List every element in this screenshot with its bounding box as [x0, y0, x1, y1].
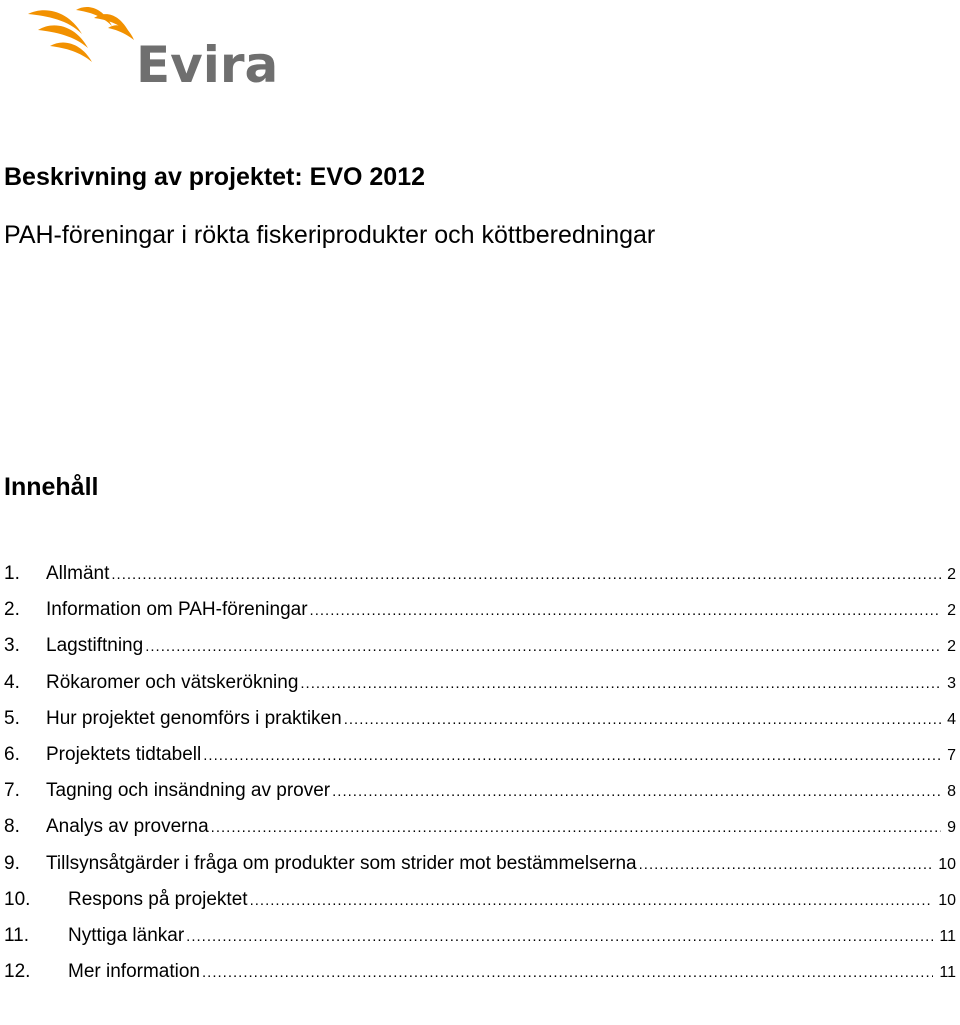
toc-entry-page: 2 — [947, 602, 956, 620]
toc-leader-dots — [310, 593, 942, 629]
toc-entry-title: Respons på projektet — [68, 888, 248, 910]
document-title: Beskrivning av projektet: EVO 2012 — [4, 163, 426, 191]
toc-entry-number: 3. — [4, 635, 20, 657]
toc-entry-page: 11 — [939, 964, 956, 982]
toc-leader-dots — [332, 774, 941, 810]
toc-entry[interactable] — [4, 556, 956, 592]
toc-leader-dots — [344, 702, 941, 738]
toc-entry-title: Rökaromer och vätskerökning — [46, 671, 299, 693]
toc-entry-number: 7. — [4, 780, 20, 802]
toc-entry[interactable] — [4, 846, 956, 882]
toc-leader-dots — [300, 666, 941, 702]
table-of-contents — [4, 556, 956, 990]
toc-entry-page: 11 — [939, 927, 956, 945]
toc-entry-title: Projektets tidtabell — [46, 743, 202, 765]
document-subtitle: PAH-föreningar i rökta fiskeriprodukter och köttberedningar — [4, 221, 656, 249]
toc-entry-number: 12. — [4, 961, 31, 983]
evira-logo — [24, 4, 286, 88]
toc-entry-page: 10 — [938, 891, 956, 909]
toc-leader-dots — [186, 919, 933, 955]
toc-leader-dots — [211, 810, 941, 846]
toc-entry-number: 11. — [4, 924, 30, 946]
toc-entry-page: 9 — [947, 819, 956, 837]
toc-heading: Innehåll — [4, 473, 99, 501]
toc-entry-number: 6. — [4, 743, 20, 765]
toc-entry-page: 8 — [947, 783, 956, 801]
toc-entry[interactable] — [4, 809, 956, 845]
toc-leader-dots — [250, 883, 933, 919]
toc-entry[interactable] — [4, 954, 956, 990]
toc-entry-number: 2. — [4, 599, 20, 621]
toc-entry-number: 5. — [4, 707, 20, 729]
toc-entry-title: Hur projektet genomförs i praktiken — [46, 707, 342, 729]
swoosh-icon — [28, 7, 134, 62]
toc-entry-title: Tillsynsåtgärder i fråga om produkter som strider mot bestämmelserna — [46, 852, 637, 874]
evira-logo-mark — [24, 4, 286, 88]
toc-entry-page: 2 — [947, 638, 956, 656]
toc-leader-dots — [203, 738, 941, 774]
toc-leader-dots — [639, 847, 933, 883]
toc-entry-page: 7 — [947, 746, 956, 764]
toc-entry-title: Lagstiftning — [46, 635, 144, 657]
toc-entry-number: 9. — [4, 852, 20, 874]
toc-entry[interactable] — [4, 918, 956, 954]
logo-wordmark: Evira — [136, 36, 279, 88]
toc-entry-number: 8. — [4, 816, 20, 838]
toc-entry-title: Analys av proverna — [46, 816, 209, 838]
toc-entry-page: 2 — [947, 566, 956, 583]
toc-leader-dots — [145, 629, 941, 665]
toc-entry-title: Information om PAH-föreningar — [46, 599, 308, 621]
toc-entry-title: Tagning och insändning av prover — [46, 780, 331, 802]
toc-leader-dots — [111, 557, 941, 593]
toc-entry-number: 4. — [4, 671, 20, 693]
toc-entry-number: 10. — [4, 888, 31, 910]
toc-entry-page: 10 — [938, 855, 956, 873]
toc-entry[interactable] — [4, 773, 956, 809]
toc-entry-title: Mer information — [68, 961, 200, 983]
toc-entry[interactable] — [4, 592, 956, 628]
toc-leader-dots — [202, 955, 933, 991]
toc-entry-title: Allmänt — [46, 563, 110, 584]
toc-entry[interactable] — [4, 882, 956, 918]
toc-entry[interactable] — [4, 737, 956, 773]
toc-entry[interactable] — [4, 701, 956, 737]
toc-entry[interactable] — [4, 628, 956, 664]
toc-entry-page: 4 — [947, 710, 956, 728]
toc-entry-number: 1. — [4, 563, 20, 584]
toc-entry[interactable] — [4, 665, 956, 701]
toc-entry-page: 3 — [947, 674, 956, 692]
toc-entry-title: Nyttiga länkar — [68, 924, 185, 946]
